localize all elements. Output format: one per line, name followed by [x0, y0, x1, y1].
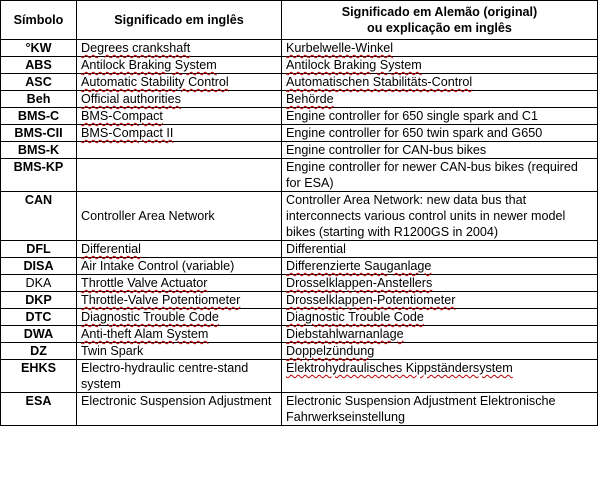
row-german: Elektrohydraulisches Kippständersystem: [282, 360, 598, 393]
row-german: Drosselklappen-Potentiometer: [282, 292, 598, 309]
table-row: [1, 360, 598, 393]
row-symbol: BMS-K: [1, 142, 77, 159]
table-row: [1, 57, 598, 74]
row-english: [77, 142, 282, 159]
row-english: Official authorities: [77, 91, 282, 108]
row-english: Twin Spark: [77, 343, 282, 360]
row-german: Differenzierte Sauganlage: [282, 258, 598, 275]
table-row: [1, 393, 598, 426]
row-symbol: DKP: [1, 292, 77, 309]
table-row: [1, 258, 598, 275]
table-row: [1, 74, 598, 91]
table-row: [1, 309, 598, 326]
table-row: [1, 326, 598, 343]
row-german: Engine controller for CAN-bus bikes: [282, 142, 598, 159]
header-german-line2: ou explicação em inglês: [367, 21, 512, 35]
table-row: [1, 343, 598, 360]
row-symbol: DFL: [1, 241, 77, 258]
table-row: [1, 142, 598, 159]
row-german: Engine controller for 650 single spark and C1: [282, 108, 598, 125]
row-symbol: DISA: [1, 258, 77, 275]
row-german: Automatischen Stabilitäts-Control: [282, 74, 598, 91]
row-symbol: ABS: [1, 57, 77, 74]
row-english: Electronic Suspension Adjustment: [77, 393, 282, 426]
row-english: BMS-Compact II: [77, 125, 282, 142]
row-english: Anti-theft Alam System: [77, 326, 282, 343]
row-symbol: CAN: [1, 192, 77, 241]
row-german: Differential: [282, 241, 598, 258]
row-english: Throttle-Valve Potentiometer: [77, 292, 282, 309]
row-symbol: Beh: [1, 91, 77, 108]
row-english: Throttle Valve Actuator: [77, 275, 282, 292]
row-german: Behörde: [282, 91, 598, 108]
row-english: Antilock Braking System: [77, 57, 282, 74]
header-german-line1: Significado em Alemão (original): [341, 5, 538, 19]
row-symbol: ESA: [1, 393, 77, 426]
row-english: Degrees crankshaft: [77, 40, 282, 57]
table-row: [1, 241, 598, 258]
row-english: Controller Area Network: [77, 192, 282, 241]
row-german: Diebstahlwarnanlage: [282, 326, 598, 343]
table-row: [1, 292, 598, 309]
row-symbol: DKA: [1, 275, 77, 292]
row-symbol: BMS-C: [1, 108, 77, 125]
row-german: Doppelzündung: [282, 343, 598, 360]
row-english: Electro-hydraulic centre-stand system: [77, 360, 282, 393]
row-english: Differential: [77, 241, 282, 258]
row-german: Drosselklappen-Anstellers: [282, 275, 598, 292]
header-english: Significado em inglês: [77, 1, 282, 40]
row-symbol: DWA: [1, 326, 77, 343]
row-symbol: ASC: [1, 74, 77, 91]
row-english: Diagnostic Trouble Code: [77, 309, 282, 326]
header-symbol: Símbolo: [1, 1, 77, 40]
table-row: [1, 275, 598, 292]
table-header-row: [1, 1, 598, 40]
table-row: [1, 108, 598, 125]
row-english: [77, 159, 282, 192]
row-german: Controller Area Network: new data bus that interconnects various control units in newer model bikes (starting with R1200GS in 2004): [282, 192, 598, 241]
table-row: [1, 91, 598, 108]
row-german: Engine controller for 650 twin spark and G650: [282, 125, 598, 142]
table-row: [1, 159, 598, 192]
row-symbol: DZ: [1, 343, 77, 360]
row-symbol: BMS-KP: [1, 159, 77, 192]
row-symbol: DTC: [1, 309, 77, 326]
table-row: [1, 40, 598, 57]
row-english: Automatic Stability Control: [77, 74, 282, 91]
row-symbol: BMS-CII: [1, 125, 77, 142]
table-row: [1, 192, 598, 241]
row-english: BMS-Compact: [77, 108, 282, 125]
table-row: [1, 125, 598, 142]
row-german: Engine controller for newer CAN-bus bikes (required for ESA): [282, 159, 598, 192]
row-english: Air Intake Control (variable): [77, 258, 282, 275]
row-german: Diagnostic Trouble Code: [282, 309, 598, 326]
row-german: Electronic Suspension Adjustment Elektronische Fahrwerkseinstellung: [282, 393, 598, 426]
row-german: Antilock Braking System: [282, 57, 598, 74]
row-symbol: EHKS: [1, 360, 77, 393]
row-german: Kurbelwelle-Winkel: [282, 40, 598, 57]
header-german: [282, 1, 598, 40]
row-symbol: °KW: [1, 40, 77, 57]
